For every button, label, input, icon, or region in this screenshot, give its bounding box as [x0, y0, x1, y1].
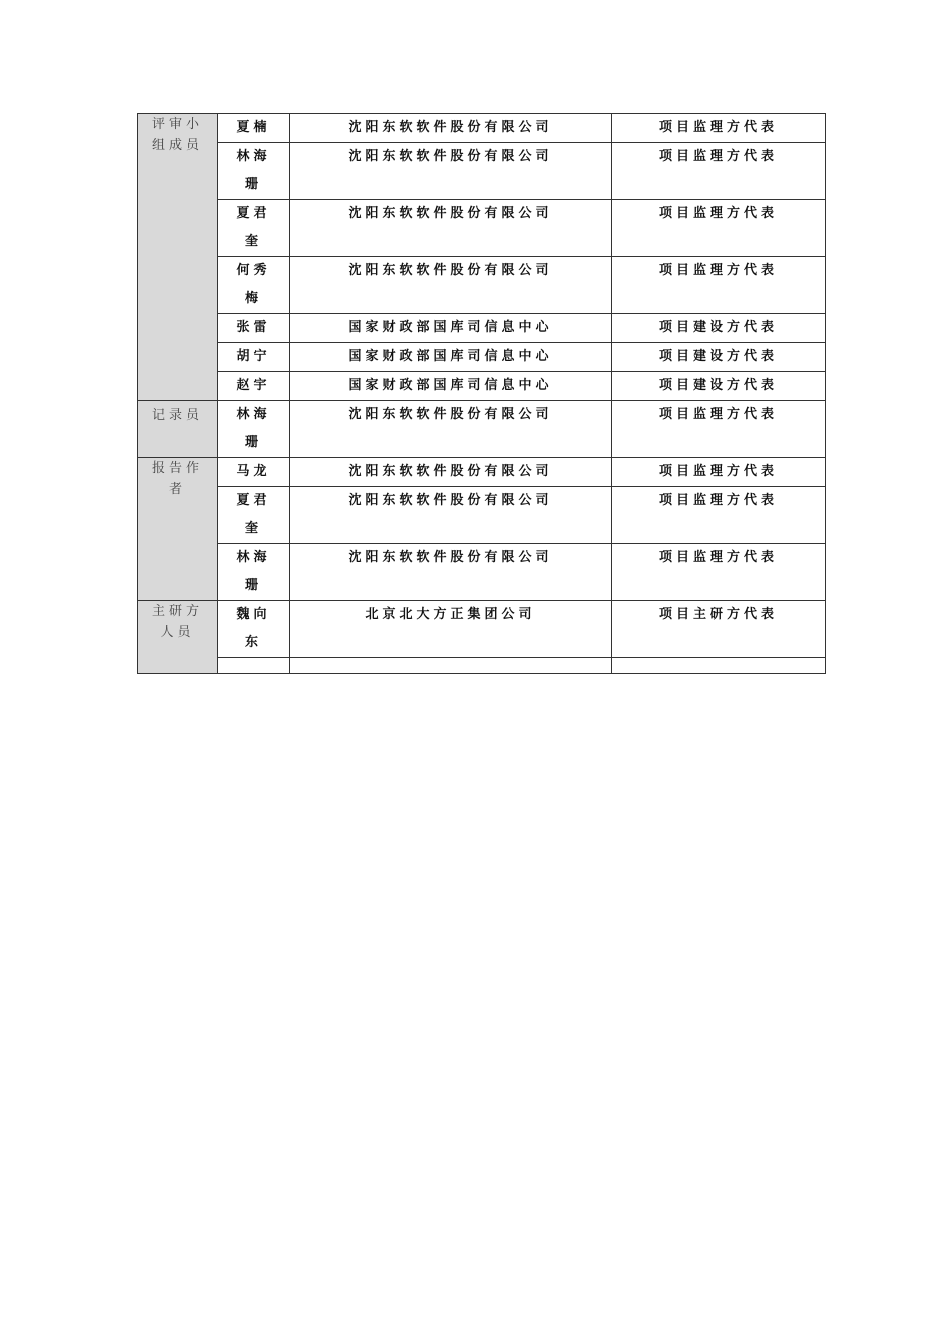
- member-name: 胡宁: [218, 343, 290, 372]
- member-duty: 项目监理方代表: [612, 544, 826, 601]
- role-cell: [138, 458, 218, 601]
- member-org: 沈阳东软软件股份有限公司: [290, 114, 612, 143]
- table-row: [138, 200, 826, 257]
- member-name: 张雷: [218, 314, 290, 343]
- member-duty: 项目建设方代表: [612, 314, 826, 343]
- member-name: 夏楠: [218, 114, 290, 143]
- member-org: 沈阳东软软件股份有限公司: [290, 143, 612, 200]
- member-duty: 项目主研方代表: [612, 601, 826, 658]
- member-duty: 项目监理方代表: [612, 257, 826, 314]
- table-row: [138, 487, 826, 544]
- member-name: 林海珊: [218, 401, 290, 458]
- role-label: 评审小组成员: [151, 117, 203, 153]
- table-row: [138, 658, 826, 674]
- table-row: [138, 544, 826, 601]
- role-cell: [138, 401, 218, 458]
- member-org: 沈阳东软软件股份有限公司: [290, 257, 612, 314]
- empty-cell: [290, 658, 612, 674]
- role-cell: [138, 601, 218, 674]
- table-row: [138, 372, 826, 401]
- member-duty: 项目监理方代表: [612, 401, 826, 458]
- table-row: [138, 343, 826, 372]
- member-name: 夏君奎: [218, 200, 290, 257]
- table-row: [138, 257, 826, 314]
- member-org: 国家财政部国库司信息中心: [290, 314, 612, 343]
- member-org: 沈阳东软软件股份有限公司: [290, 487, 612, 544]
- table-row: [138, 314, 826, 343]
- member-org: 北京北大方正集团公司: [290, 601, 612, 658]
- member-duty: 项目监理方代表: [612, 114, 826, 143]
- table-row: [138, 401, 826, 458]
- member-duty: 项目建设方代表: [612, 343, 826, 372]
- member-name: 马龙: [218, 458, 290, 487]
- member-org: 国家财政部国库司信息中心: [290, 372, 612, 401]
- table-row: [138, 601, 826, 658]
- role-label: 记录员: [151, 408, 203, 423]
- table-row: [138, 114, 826, 143]
- member-duty: 项目监理方代表: [612, 458, 826, 487]
- member-duty: 项目建设方代表: [612, 372, 826, 401]
- table-row: [138, 143, 826, 200]
- member-org: 国家财政部国库司信息中心: [290, 343, 612, 372]
- member-duty: 项目监理方代表: [612, 487, 826, 544]
- member-name: 林海珊: [218, 143, 290, 200]
- role-cell: [138, 114, 218, 401]
- table-row: [138, 458, 826, 487]
- role-label: 主研方人员: [151, 604, 203, 640]
- member-name: 赵宇: [218, 372, 290, 401]
- member-org: 沈阳东软软件股份有限公司: [290, 544, 612, 601]
- member-org: 沈阳东软软件股份有限公司: [290, 458, 612, 487]
- member-duty: 项目监理方代表: [612, 143, 826, 200]
- member-org: 沈阳东软软件股份有限公司: [290, 401, 612, 458]
- empty-cell: [218, 658, 290, 674]
- roster-table: [137, 113, 826, 674]
- member-name: 林海珊: [218, 544, 290, 601]
- member-duty: 项目监理方代表: [612, 200, 826, 257]
- member-name: 魏向东: [218, 601, 290, 658]
- empty-cell: [612, 658, 826, 674]
- member-name: 何秀梅: [218, 257, 290, 314]
- member-org: 沈阳东软软件股份有限公司: [290, 200, 612, 257]
- member-name: 夏君奎: [218, 487, 290, 544]
- role-label: 报告作者: [151, 461, 203, 497]
